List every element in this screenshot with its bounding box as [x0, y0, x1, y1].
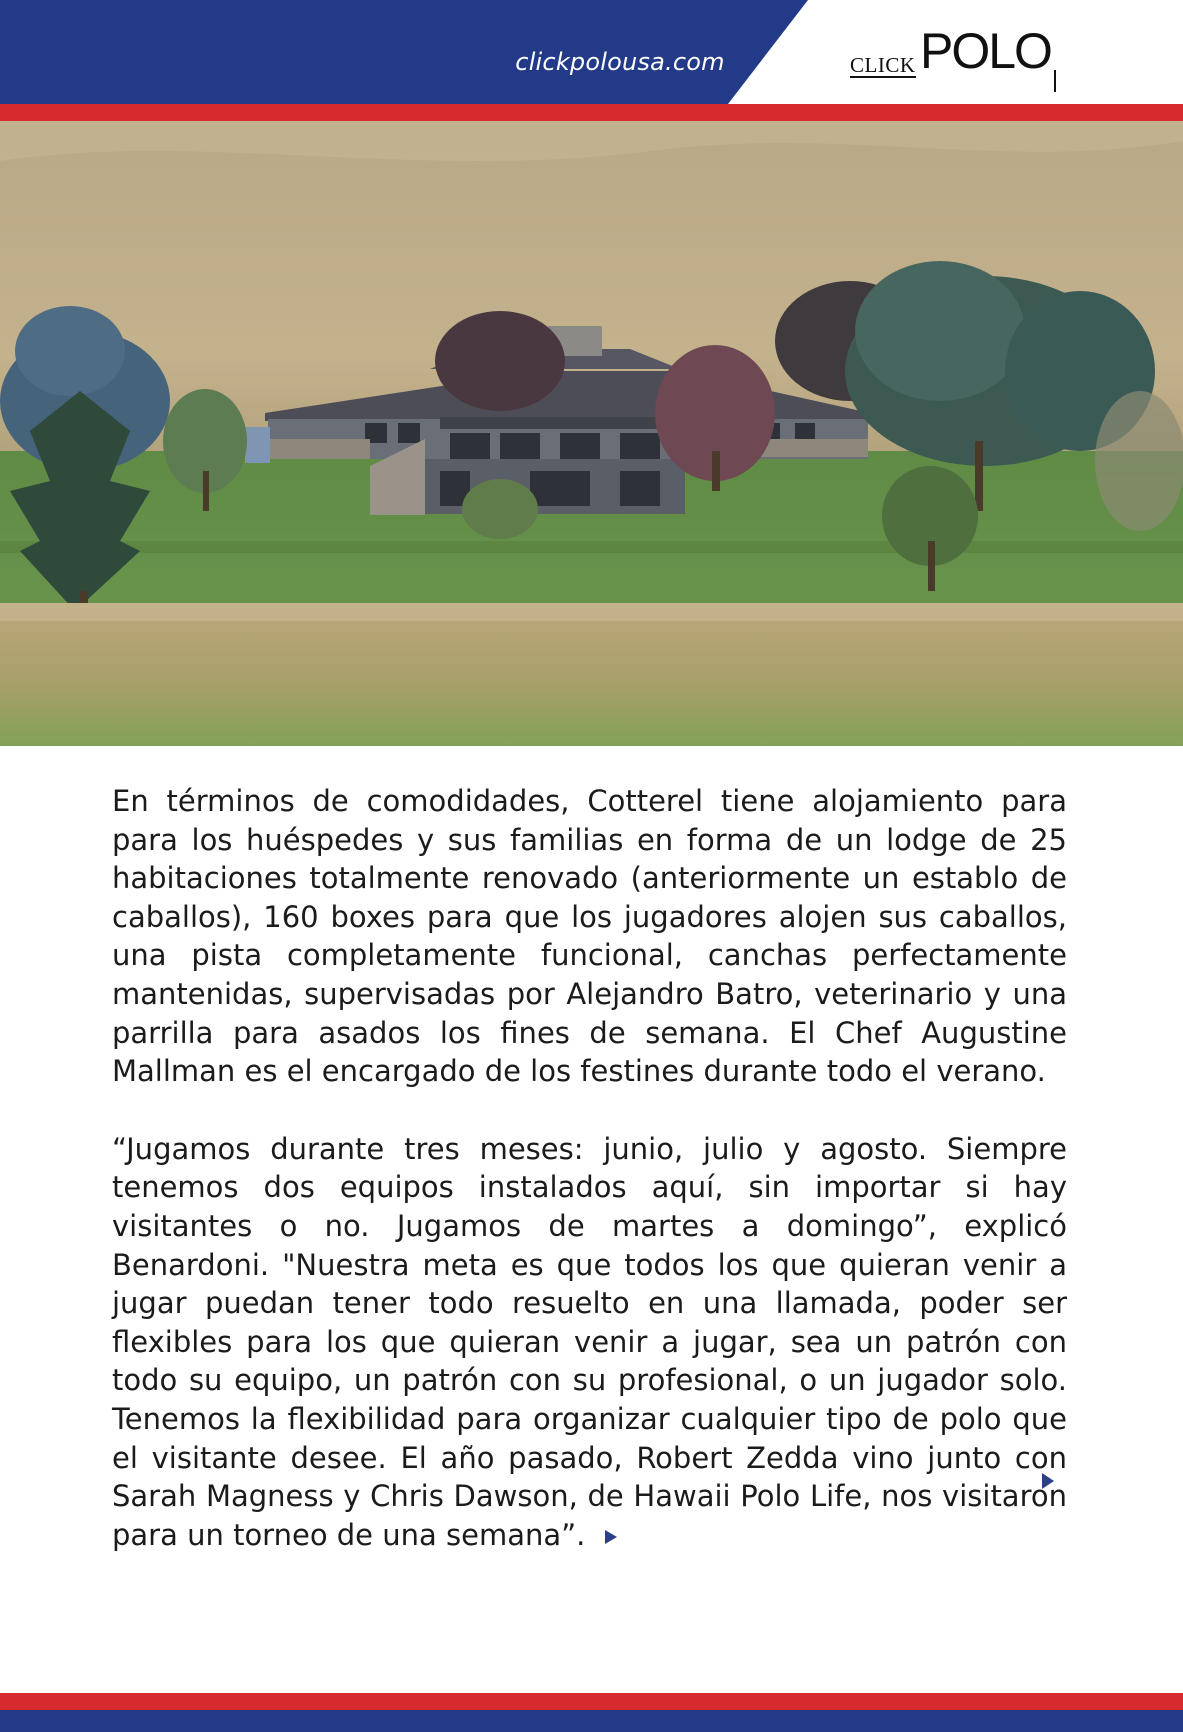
- footer-red-stripe: [0, 1693, 1183, 1710]
- logo-polo-text: POLO: [920, 23, 1051, 79]
- article-paragraph-2: [112, 1130, 1067, 1555]
- header-red-stripe: [0, 104, 1183, 121]
- footer-blue-stripe: [0, 1710, 1183, 1732]
- page-header: [0, 0, 1183, 104]
- end-of-article-arrow-icon: [605, 1530, 617, 1544]
- site-url[interactable]: clickpolousa.com: [515, 48, 725, 76]
- logo-tick-mark: [1054, 70, 1056, 92]
- article-paragraph-2-text: “Jugamos durante tres meses: junio, julio y agosto. Siempre tenemos dos equipos instalados aquí, sin importar si hay visitantes o no. Jugamos de martes a domingo”, explicó Benardoni. "Nuestra meta es que todos los que quieran venir a jugar puedan tener todo resuelto en una llamada, poder ser flexibles para los que quieran venir a jugar, sea un patrón con todo su equipo, un patrón con su profesional, o un jugador solo. Tenemos la flexibilidad para organizar cualquier tipo de polo que el visitante desee. El año pasado, Robert Zedda vino junto con Sarah Magness y Chris Dawson, de Hawaii Polo Life, nos visitaron para un torneo de una semana”.: [112, 1131, 1067, 1552]
- clickpolo-logo: [850, 23, 1070, 92]
- logo-click-text: CLICK: [850, 53, 916, 77]
- landscape-photo: [0, 121, 1183, 746]
- article-paragraph-1: En términos de comodidades, Cotterel tiene alojamiento para para los huéspedes y sus familias en forma de un lodge de 25 habitaciones totalmente renovado (anteriormente un establo de caballos), 160 boxes para que los jugadores alojen sus caballos, una pista completamente funcional, canchas perfectamente mantenidas, supervisadas por Alejandro Batro, veterinario y una parrilla para asados los fines de semana. El Chef Augustine Mallman es el encargado de los festines durante todo el verano.: [112, 784, 1067, 1089]
- lodge-landscape-image: [0, 121, 1183, 746]
- article-body: [112, 782, 1067, 1593]
- next-page-arrow-icon[interactable]: [1042, 1473, 1054, 1489]
